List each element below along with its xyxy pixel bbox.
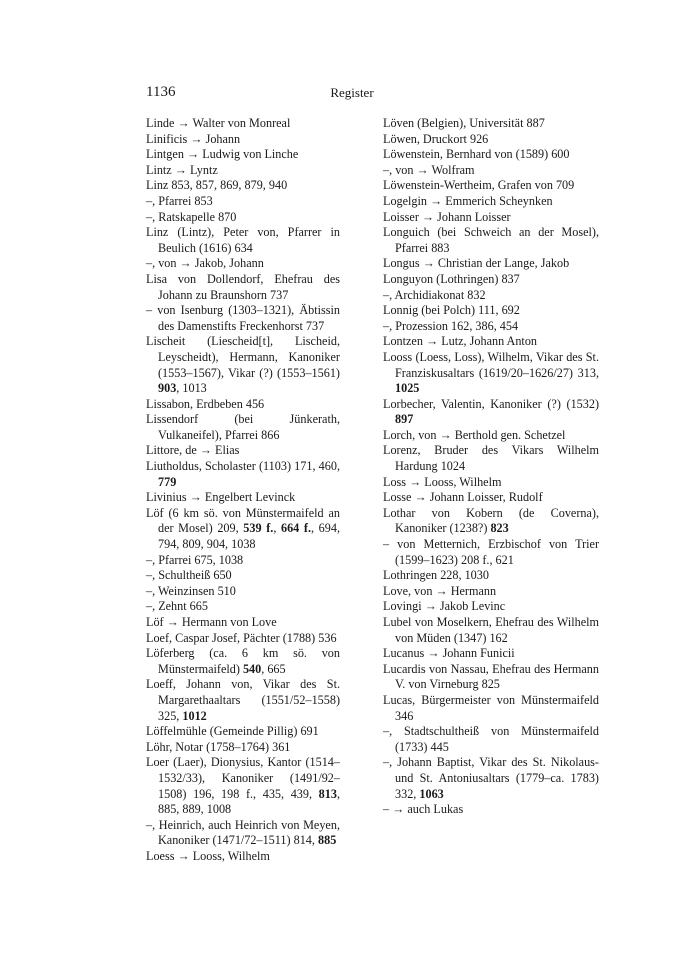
index-entry (383, 334, 599, 350)
index-entry-text: –, Ratskapelle 870 (146, 209, 237, 224)
index-entry (383, 490, 599, 506)
index-entry-text: Livinius → Engelbert Levinck (146, 490, 296, 505)
index-entry (146, 397, 340, 413)
index-entry-text: Linz 853, 857, 869, 879, 940 (146, 178, 288, 193)
index-entry-text: Lischeit (Liescheid[t], Lischeid, Leyscheidt), Hermann, Kanoniker (1553–1567), Vikar (?) (1553–1561) (146, 334, 340, 380)
index-entry (146, 272, 340, 303)
index-entry (383, 163, 599, 179)
index-entry-text: Lorenz, Bruder des Vikars Wilhelm Hardung 1024 (383, 443, 599, 474)
index-entry-page-ref-primary: 664 f. (280, 521, 311, 536)
index-entry (383, 350, 599, 397)
index-entry-text: – von Metternich, Erzbischof von Trier (1599–1623) 208 f., 621 (383, 537, 599, 567)
index-entry-text: Lovingi → Jakob Levinc (383, 599, 506, 614)
index-entry-page-ref-primary: 1063 (419, 786, 444, 801)
index-entry-text: –, Johann Baptist, Vikar des St. Nikolaus- und St. Antoniusaltars (1779–ca. 1783) 332, (383, 755, 599, 801)
index-entry-text: Littore, de → Elias (146, 443, 240, 458)
index-entry-page-ref-primary: 903 (158, 381, 177, 396)
index-entry-page-ref-primary: 779 (158, 474, 177, 489)
index-entry (383, 116, 599, 132)
index-entry-text: , 694, 794, 809, 904, 1038 (158, 521, 340, 552)
page-number: 1136 (146, 84, 176, 100)
index-entry-text: Lintgen → Ludwig von Linche (146, 147, 299, 162)
running-head-title: Register (330, 85, 374, 100)
index-entry (383, 225, 599, 256)
index-entry (146, 677, 340, 724)
index-entry-text: Linificis → Johann (146, 131, 241, 146)
index-entry (146, 490, 340, 506)
index-entry-text: Lintz → Lyntz (146, 162, 218, 177)
index-entry-page-ref-primary: 823 (490, 521, 509, 536)
index-entry (383, 303, 599, 319)
index-entry (383, 443, 599, 474)
index-entry-text: Löven (Belgien), Universität 887 (383, 116, 545, 130)
index-entry-text: –, von → Wolfram (383, 162, 475, 177)
index-entry-text: , (273, 521, 281, 536)
index-entry-page-ref-primary: 1012 (182, 708, 207, 723)
index-entry-text: –, Prozession 162, 386, 454 (383, 318, 519, 333)
index-column-left (146, 116, 340, 865)
index-entry-text: Longuich (bei Schweich an der Mosel), Pfarrei 883 (383, 225, 599, 255)
index-entry (383, 475, 599, 491)
index-entry (383, 724, 599, 755)
index-entry (146, 163, 340, 179)
index-entry-page-ref-primary: 1025 (395, 381, 420, 396)
index-entry-text: , 885, 889, 1008 (158, 786, 340, 817)
index-entry-text: –, Stadtschultheiß von Münstermaifeld (1733) 445 (383, 724, 599, 754)
index-entry-text: Lucas, Bürgermeister von Münstermaifeld 346 (383, 692, 599, 723)
index-entry-text: Löferberg (ca. 6 km sö. von Münstermaifeld) (146, 646, 340, 676)
index-entry (383, 210, 599, 226)
index-entry-text: –, Heinrich, auch Heinrich von Meyen, Kanoniker (1471/72–1511) 814, (146, 817, 340, 848)
index-entry-text: Logelgin → Emmerich Scheynken (383, 193, 553, 208)
index-entry-text: Löf (6 km sö. von Münstermaifeld an der Mosel) 209, (146, 505, 340, 536)
index-entry-text: , 1013 (176, 381, 207, 396)
index-entry (383, 288, 599, 304)
index-entry (146, 553, 340, 569)
index-entry-page-ref-primary: 539 f. (243, 521, 274, 536)
index-entry (146, 459, 340, 490)
index-entry (146, 615, 340, 631)
index-entry-text: Lissabon, Erdbeben 456 (146, 396, 265, 411)
index-entry-text: Lubel von Moselkern, Ehefrau des Wilhelm von Müden (1347) 162 (383, 615, 599, 645)
index-entry-page-ref-primary: 813 (318, 786, 337, 801)
index-entry (383, 802, 599, 818)
index-entry (383, 178, 599, 194)
index-entry-text: Loess → Looss, Wilhelm (146, 848, 270, 863)
index-entry (383, 537, 599, 568)
index-entry-text: – von Isenburg (1303–1321), Äbtissin des Damenstifts Freckenhorst 737 (146, 303, 340, 333)
index-entry (146, 210, 340, 226)
index-entry (146, 334, 340, 396)
index-entry (146, 506, 340, 553)
index-entry (383, 147, 599, 163)
index-entry-text: – → auch Lukas (383, 802, 464, 817)
index-entry-text: Löwen, Druckort 926 (383, 131, 489, 146)
index-entry (146, 225, 340, 256)
index-entry-text: Loef, Caspar Josef, Pächter (1788) 536 (146, 630, 337, 645)
index-entry (146, 740, 340, 756)
index-entry-text: Linz (Lintz), Peter von, Pfarrer in Beulich (1616) 634 (146, 225, 340, 255)
index-entry-text: –, von → Jakob, Johann (146, 256, 264, 271)
index-entry (146, 132, 340, 148)
index-entry-text: Löf → Hermann von Love (146, 615, 277, 629)
index-entry (383, 755, 599, 802)
index-entry (146, 412, 340, 443)
index-entry (383, 662, 599, 693)
index-entry-text: Loss → Looss, Wilhelm (383, 474, 502, 489)
index-entry-text: –, Archidiakonat 832 (383, 287, 486, 302)
index-entry-text: –, Zehnt 665 (146, 599, 208, 614)
index-entry-text: Lucanus → Johann Funicii (383, 646, 515, 661)
index-entry (146, 116, 340, 132)
index-entry (383, 397, 599, 428)
index-entry-text: –, Schultheiß 650 (146, 568, 232, 583)
index-entry (146, 818, 340, 849)
index-entry (146, 646, 340, 677)
index-entry-text: Loer (Laer), Dionysius, Kantor (1514–1532/33), Kanoniker (1491/92–1508) 196, 198 f., 435, 439, (146, 755, 340, 801)
index-column-right (383, 116, 599, 818)
index-entry-text: Lisa von Dollendorf, Ehefrau des Johann zu Braunshorn 737 (146, 271, 340, 302)
index-entry (383, 428, 599, 444)
index-entry (146, 568, 340, 584)
index-entry (146, 178, 340, 194)
index-entry-text: Löffelmühle (Gemeinde Pillig) 691 (146, 724, 319, 739)
index-entry-text: Losse → Johann Loisser, Rudolf (383, 490, 543, 505)
index-entry (383, 272, 599, 288)
index-entry (146, 724, 340, 740)
index-entry (146, 631, 340, 647)
index-entry-text: Lothringen 228, 1030 (383, 568, 489, 583)
index-entry-text: Longus → Christian der Lange, Jakob (383, 256, 570, 271)
index-entry (146, 849, 340, 865)
index-entry-page-ref-primary: 897 (395, 412, 414, 427)
index-entry (383, 194, 599, 210)
index-entry (383, 599, 599, 615)
index-entry-text: Lonnig (bei Polch) 111, 692 (383, 303, 520, 318)
index-entry-page-ref-primary: 885 (318, 833, 337, 848)
page-header (146, 84, 558, 102)
index-entry-text: Lorch, von → Berthold gen. Schetzel (383, 427, 566, 442)
index-entry (146, 584, 340, 600)
index-entry (146, 599, 340, 615)
index-entry-text: Loisser → Johann Loisser (383, 209, 511, 224)
index-entry (383, 506, 599, 537)
index-entry-text: –, Pfarrei 853 (146, 193, 213, 208)
index-entry-text: Loeff, Johann von, Vikar des St. Margarethaaltars (1551/52–1558) 325, (146, 677, 340, 723)
index-entry (383, 256, 599, 272)
index-entry (383, 568, 599, 584)
index-entry-text: –, Weinzinsen 510 (146, 583, 236, 598)
index-entry-text: Lothar von Kobern (de Coverna), Kanoniker (1238?) (383, 505, 599, 536)
index-entry (146, 303, 340, 334)
index-entry-page-ref-primary: 540 (242, 661, 262, 676)
index-entry-text: Lorbecher, Valentin, Kanoniker (?) (1532) (383, 396, 599, 411)
index-entry-text: Looss (Loess, Loss), Wilhelm, Vikar des St. Franziskusaltars (1619/20–1626/27) 313, (383, 349, 599, 380)
index-entry (146, 147, 340, 163)
index-entry-text: Löwenstein, Bernhard von (1589) 600 (383, 147, 570, 162)
index-entry-text: Lucardis von Nassau, Ehefrau des Hermann V. von Virneburg 825 (383, 661, 599, 692)
index-entry (146, 194, 340, 210)
index-entry-text: Lissendorf (bei Jünkerath, Vulkaneifel), Pfarrei 866 (146, 412, 340, 442)
index-entry-text: Löhr, Notar (1758–1764) 361 (146, 739, 291, 754)
index-entry-text: Linde → Walter von Monreal (146, 116, 291, 130)
index-entry (383, 584, 599, 600)
index-entry (146, 256, 340, 272)
index-entry (383, 319, 599, 335)
index-entry-text: Love, von → Hermann (383, 583, 497, 598)
index-entry (146, 755, 340, 817)
index-entry (146, 443, 340, 459)
index-entry (383, 646, 599, 662)
index-entry-text: Liutholdus, Scholaster (1103) 171, 460, (146, 459, 340, 474)
index-entry-text: Longuyon (Lothringen) 837 (383, 271, 520, 286)
index-entry-text: Lontzen → Lutz, Johann Anton (383, 334, 538, 349)
index-entry-text: , 665 (261, 661, 286, 676)
index-entry-text: Löwenstein-Wertheim, Grafen von 709 (383, 178, 575, 193)
index-entry (383, 693, 599, 724)
index-entry (383, 132, 599, 148)
index-entry-text: –, Pfarrei 675, 1038 (146, 552, 244, 567)
index-entry (383, 615, 599, 646)
